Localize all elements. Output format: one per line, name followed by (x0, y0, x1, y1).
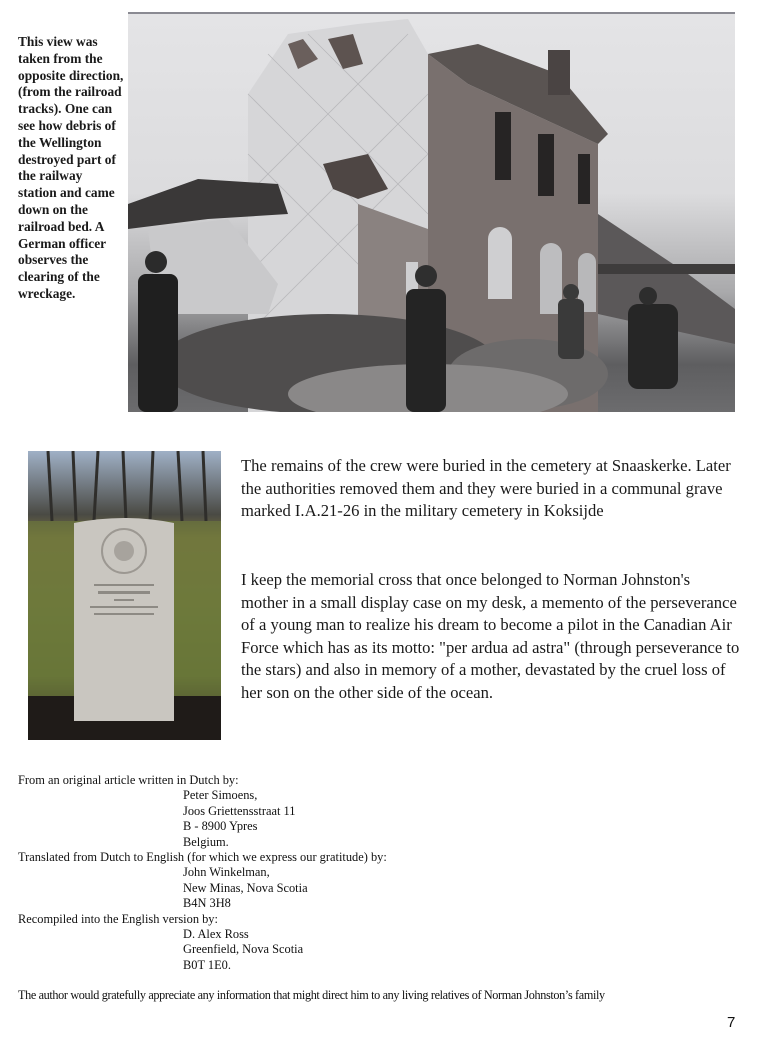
translator-label: Translated from Dutch to English (for which we express our gratitude) by: (18, 850, 387, 865)
original-author-label: From an original article written in Dutch by: (18, 773, 239, 787)
memorial-cross-paragraph: I keep the memorial cross that once belonged to Norman Johnston's mother in a small display case on my desk, a memento of the perseverance of a young man to realize his dream to become a pilot in the Canadian Air Force which has as its motto: "per ardua ad astra" (through perseverance to the stars) and also in memory of a mother, devastated by the cruel loss of her son on the other side of the ocean. (241, 570, 740, 702)
translator-city: New Minas, Nova Scotia (183, 880, 308, 895)
headstone-image (28, 451, 221, 740)
headstone-photo (28, 451, 221, 740)
recompiler-label: Recompiled into the English version by: (18, 911, 218, 926)
credits-block (18, 773, 387, 973)
photo-caption: This view was taken from the opposite direction, (from the railroad tracks). One can see how debris of the Wellington destroyed part of the railway station and came down on the railroad bed. A German officer observes the clearing of the wreckage. (18, 34, 124, 301)
original-author-street: Joos Griettensstraat 11 (183, 803, 296, 818)
recompiler-postcode: B0T 1E0. (183, 957, 231, 972)
page-number: 7 (727, 1014, 736, 1031)
recompiler-name: D. Alex Ross (183, 927, 249, 942)
burial-paragraph: The remains of the crew were buried in the cemetery at Snaaskerke. Later the authorities removed them and they were buried in a communal grave marked I.A.21-26 in the military cemetery in Koksijde (241, 456, 731, 520)
translator-postcode: B4N 3H8 (183, 896, 231, 911)
original-author-city: B - 8900 Ypres (183, 819, 258, 834)
railway-station-photo (128, 12, 735, 412)
translator-name: John Winkelman, (183, 865, 270, 880)
original-author-name: Peter Simoens, (183, 788, 258, 803)
original-author-country: Belgium. (183, 834, 229, 849)
railway-station-image (128, 14, 735, 412)
recompiler-city: Greenfield, Nova Scotia (183, 942, 304, 957)
closing-note: The author would gratefully appreciate any information that might direct him to any living relatives of Norman Johnston’s family (18, 988, 605, 1002)
